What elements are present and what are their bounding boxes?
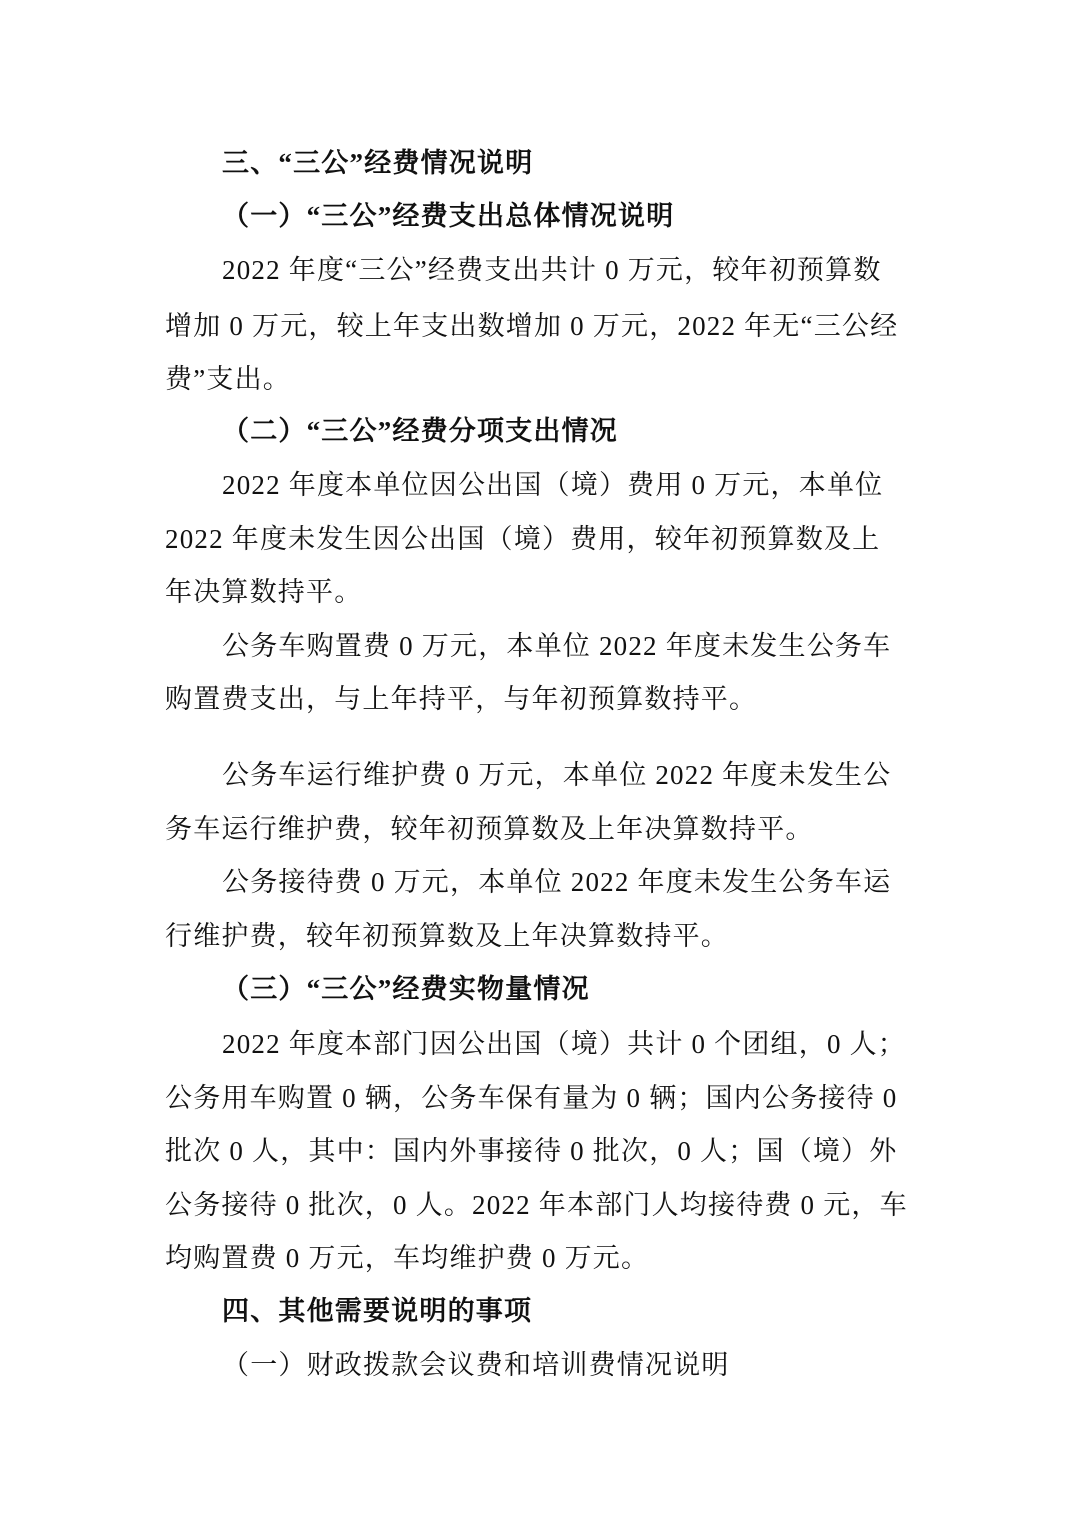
section-heading-four: 四、其他需要说明的事项 — [222, 1296, 533, 1326]
paragraph-line: 公务用车购置 0 辆，公务车保有量为 0 辆；国内公务接待 0 — [165, 1083, 898, 1113]
paragraph-line: 公务接待 0 批次，0 人。2022 年本部门人均接待费 0 元，车 — [165, 1190, 908, 1220]
paragraph-line: 2022 年度“三公”经费支出共计 0 万元，较年初预算数 — [222, 255, 882, 285]
paragraph-line: 年决算数持平。 — [165, 577, 363, 607]
paragraph-line: 批次 0 人，其中：国内外事接待 0 批次，0 人；国（境）外 — [165, 1136, 898, 1166]
paragraph-line: 2022 年度未发生因公出国（境）费用，较年初预算数及上 — [165, 524, 881, 554]
paragraph-line: 均购置费 0 万元，车均维护费 0 万元。 — [165, 1243, 650, 1273]
subheading-overall: （一）“三公”经费支出总体情况说明 — [222, 201, 675, 231]
paragraph-line: 公务接待费 0 万元，本单位 2022 年度未发生公务车运 — [222, 867, 892, 897]
section-heading-three: 三、“三公”经费情况说明 — [222, 148, 534, 178]
paragraph-line: 行维护费，较年初预算数及上年决算数持平。 — [165, 921, 729, 951]
paragraph-line: 购置费支出，与上年持平，与年初预算数持平。 — [165, 684, 758, 714]
paragraph-line: 增加 0 万元，较上年支出数增加 0 万元，2022 年无“三公经 — [165, 311, 899, 341]
paragraph-line: 费”支出。 — [165, 364, 291, 394]
subheading-physical: （三）“三公”经费实物量情况 — [222, 974, 590, 1004]
paragraph-line: 公务车购置费 0 万元，本单位 2022 年度未发生公务车 — [222, 631, 892, 661]
paragraph-line: 2022 年度本部门因公出国（境）共计 0 个团组，0 人； — [222, 1029, 906, 1059]
paragraph-line: 2022 年度本单位因公出国（境）费用 0 万元，本单位 — [222, 470, 884, 500]
subheading-meeting-training: （一）财政拨款会议费和培训费情况说明 — [222, 1350, 730, 1380]
subheading-itemized: （二）“三公”经费分项支出情况 — [222, 416, 618, 446]
paragraph-line: 公务车运行维护费 0 万元，本单位 2022 年度未发生公 — [222, 760, 892, 790]
paragraph-line: 务车运行维护费，较年初预算数及上年决算数持平。 — [165, 814, 814, 844]
